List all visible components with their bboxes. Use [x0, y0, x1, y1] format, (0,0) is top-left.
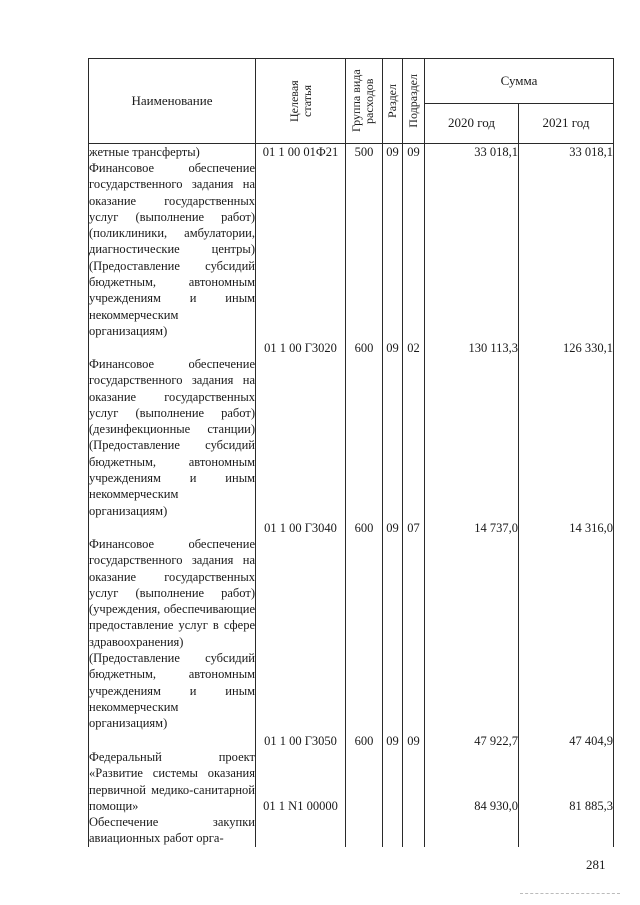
row-subsection: 09 [407, 734, 420, 748]
row-group: 600 [354, 341, 374, 355]
row-amount-2020: 84 930,0 [474, 799, 518, 813]
name-cell [89, 144, 256, 847]
row-group: 500 [354, 145, 374, 159]
row-name: Финансовое обеспечение государственного задания на оказание государственных услуг (выполнение работ) (поликлиники, амбулатории, диагностические центры) (Предоставление субсидий бюджетным, автономным учреждениям и иным некоммерческим организациям) [89, 161, 255, 338]
section-cell [383, 144, 403, 847]
row-code: 01 1 00 Г3020 [264, 341, 337, 355]
header-section-cell [383, 59, 403, 144]
row-code: 01 1 00 Г3050 [264, 734, 337, 748]
row-amount-2020: 47 922,7 [474, 734, 518, 748]
header-year-2021: 2021 год [519, 103, 614, 143]
row-code: 01 1 N1 00000 [263, 799, 338, 813]
table-row [89, 144, 614, 847]
row-name: Федеральный проект «Развитие системы оказания первичной медико-санитарной помощи» [89, 750, 255, 813]
header-name: Наименование [89, 59, 256, 144]
row-code: 01 1 00 Г3040 [264, 521, 337, 535]
header-subsection: Подраздел [406, 74, 420, 128]
amount-2021-cell [519, 144, 614, 847]
header-year-2020: 2020 год [425, 103, 519, 143]
row-group: 600 [354, 521, 374, 535]
row-code: 01 1 00 01Ф21 [262, 145, 339, 159]
row-name: Обеспечение закупки авиационных работ орга- [89, 815, 255, 846]
row-group: 600 [354, 734, 374, 748]
row-subsection: 07 [407, 521, 420, 535]
budget-table [88, 58, 614, 847]
page-number: 281 [586, 857, 606, 872]
row-name: жетные трансферты) [89, 145, 200, 159]
row-subsection: 09 [407, 145, 420, 159]
subsection-cell [403, 144, 425, 847]
header-expense-group: Группа вида расходов [349, 69, 376, 133]
row-amount-2020: 130 113,3 [468, 341, 518, 355]
row-amount-2021: 126 330,1 [563, 341, 613, 355]
row-name: Финансовое обеспечение государственного задания на оказание государственных услуг (выполнение работ) (дезинфекционные станции) (Предоставление субсидий бюджетным, автономным учреждениям и иным некоммерческим организациям) [89, 357, 255, 518]
header-target-article-cell [256, 59, 346, 144]
row-amount-2021: 47 404,9 [569, 734, 613, 748]
header-target-article: Целевая статья [286, 80, 314, 122]
row-section: 09 [386, 734, 399, 748]
row-name: Финансовое обеспечение государственного задания на оказание государственных услуг (выполнение работ) (учреждения, обеспечивающие предоставление услуг в сфере здравоохранения) (Предоставление субсидий бюджетным, автономным учреждениям и иным некоммерческим организациям) [89, 537, 255, 731]
header-section: Раздел [385, 84, 399, 118]
group-cell [346, 144, 383, 847]
header-sum: Сумма [425, 59, 614, 104]
row-subsection: 02 [407, 341, 420, 355]
row-amount-2020: 14 737,0 [474, 521, 518, 535]
row-amount-2020: 33 018,1 [474, 145, 518, 159]
row-section: 09 [386, 145, 399, 159]
header-expense-group-cell [346, 59, 383, 144]
amount-2020-cell [425, 144, 519, 847]
header-subsection-cell [403, 59, 425, 144]
row-section: 09 [386, 341, 399, 355]
row-section: 09 [386, 521, 399, 535]
scan-edge-line [520, 893, 620, 894]
code-cell [256, 144, 346, 847]
row-amount-2021: 14 316,0 [569, 521, 613, 535]
row-amount-2021: 33 018,1 [569, 145, 613, 159]
row-amount-2021: 81 885,3 [569, 799, 613, 813]
